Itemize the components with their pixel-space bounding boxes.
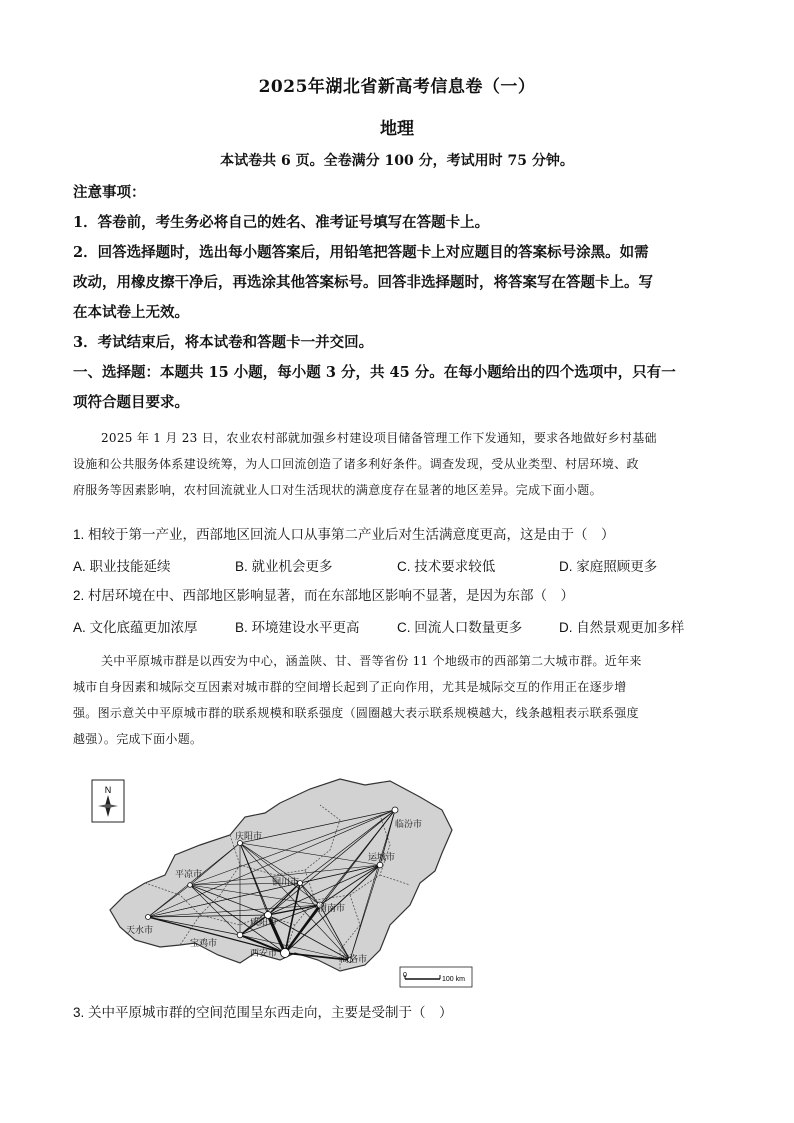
option-c[interactable]: C. 技术要求较低	[397, 559, 496, 574]
question-1-options	[73, 551, 723, 583]
node-baoji	[237, 932, 243, 938]
subject-title: 地理	[380, 119, 414, 139]
north-label: N	[104, 785, 112, 795]
node-tianshui	[146, 915, 151, 920]
notes-heading: 注意事项：	[73, 184, 146, 201]
passage-2-line-2: 城市自身因素和城际交互因素对城市群的空间增长起到了正向作用，尤其是城际交互的作用正在逐步增	[73, 680, 627, 694]
passage-2-line-3: 强。图示意关中平原城市群的联系规模和联系强度（圆圈越大表示联系规模越大，线条越粗表示联系强度	[73, 706, 639, 720]
scale-label: 100 km	[442, 976, 465, 983]
node-xian	[281, 949, 290, 958]
option-b[interactable]: B. 就业机会更多	[235, 559, 333, 574]
question-2	[73, 580, 723, 644]
note-item-2-line-1: 2．回答选择题时，选出每小题答案后，用铅笔把答题卡上对应题目的答案标号涂黑。如需	[73, 244, 649, 261]
label-pingliang: 平凉市	[175, 870, 203, 880]
note-item-2-line-3: 在本试卷上无效。	[73, 304, 189, 321]
exam-intro: 本试卷共 6 页。全卷满分 100 分，考试用时 75 分钟。	[220, 153, 574, 169]
option-d[interactable]: D. 家庭照顾更多	[559, 559, 658, 574]
label-yuncheng: 运城市	[368, 853, 396, 863]
option-a[interactable]: A. 文化底蕴更加浓厚	[73, 620, 198, 635]
label-xianyang: 咸阳市	[250, 918, 278, 928]
node-yuncheng	[377, 862, 383, 868]
section-heading-line-2: 项符合题目要求。	[73, 394, 189, 411]
question-3-stem: 3. 关中平原城市群的空间范围呈东西走向，主要是受制于（ ）	[73, 1005, 453, 1020]
passage-1-line-1: 2025 年 1 月 23 日，农业农村部就加强乡村建设项目储备管理工作下发通知，要求各地做好乡村基础	[101, 431, 657, 445]
label-shangluo: 商洛市	[340, 955, 368, 965]
passage-2-line-1: 关中平原城市群是以西安为中心，涵盖陕、甘、晋等省份 11 个地级市的西部第二大城市群。近年来	[101, 654, 642, 668]
label-tongchuan: 铜川市	[272, 878, 300, 888]
label-tianshui: 天水市	[126, 926, 154, 936]
option-b[interactable]: B. 环境建设水平更高	[235, 620, 360, 635]
passage-2-line-4: 越强）。完成下面小题。	[73, 732, 203, 746]
scale-zero: 0	[403, 972, 407, 979]
passage-2	[73, 648, 723, 752]
question-2-stem: 2. 村居环境在中、西部地区影响显著，而在东部地区影响不显著，是因为东部（ ）	[73, 588, 575, 603]
passage-1-line-3: 府服务等因素影响，农村回流就业人口对生活现状的满意度存在显著的地区差异。完成下面小题。	[73, 483, 602, 497]
option-c[interactable]: C. 回流人口数量更多	[397, 620, 523, 635]
note-item-3: 3．考试结束后，将本试卷和答题卡一并交回。	[73, 334, 374, 351]
passage-1	[73, 425, 723, 503]
scale-bar	[400, 967, 472, 987]
label-xian: 西安市	[250, 949, 278, 959]
note-item-1: 1．答卷前，考生务必将自己的姓名、准考证号填写在答题卡上。	[73, 214, 490, 231]
notes-section	[73, 178, 723, 418]
question-2-options	[73, 612, 723, 644]
passage-1-line-2: 设施和公共服务体系建设统筹，为人口回流创造了诸多利好条件。调查发现，受从业类型、村居环境、政	[73, 457, 639, 471]
label-weinan: 渭南市	[318, 904, 346, 914]
question-1	[73, 519, 723, 583]
node-linfen	[392, 807, 398, 813]
node-pingliang	[188, 883, 193, 888]
option-a[interactable]: A. 职业技能延续	[73, 559, 171, 574]
option-d[interactable]: D. 自然景观更加多样	[559, 620, 685, 635]
exam-title: 2025年湖北省新高考信息卷（一）	[258, 77, 536, 97]
question-1-stem: 1. 相较于第一产业，西部地区回流人口从事第二产业后对生活满意度更高，这是由于（ ）	[73, 527, 615, 542]
note-item-2-line-2: 改动，用橡皮擦干净后，再选涂其他答案标号。回答非选择题时，将答案写在答题卡上。写	[73, 274, 653, 291]
label-qingyang: 庆阳市	[235, 832, 263, 842]
label-linfen: 临汾市	[395, 820, 423, 830]
city-cluster-map	[90, 775, 475, 990]
label-baoji: 宝鸡市	[190, 939, 218, 949]
section-heading-line-1: 一、选择题：本题共 15 小题，每小题 3 分，共 45 分。在每小题给出的四个选项中，只有一	[73, 364, 676, 381]
